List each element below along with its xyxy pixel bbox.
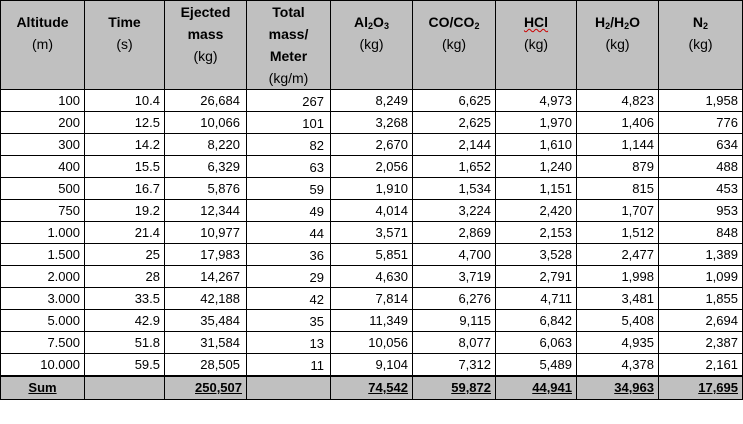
table-cell: 1,970 [496, 112, 577, 134]
header-unit: (kg) [523, 36, 549, 52]
table-cell: 1,707 [577, 200, 659, 222]
table-cell: 21.4 [85, 222, 165, 244]
table-cell: 3,571 [331, 222, 413, 244]
table-cell: 815 [577, 178, 659, 200]
table-row [1, 266, 743, 288]
table-cell: 3.000 [1, 288, 85, 310]
header-n2 [659, 1, 743, 90]
table-cell: 31,584 [165, 332, 247, 354]
table-cell: 1.500 [1, 244, 85, 266]
table-cell: 13 [247, 332, 331, 354]
table-cell: 1,151 [496, 178, 577, 200]
sum-cell: 59,872 [413, 376, 496, 400]
header-unit: (s) [116, 36, 133, 52]
table-cell: 6,625 [413, 90, 496, 112]
table-cell: 25 [85, 244, 165, 266]
table-cell: 7,312 [413, 354, 496, 377]
table-row [1, 354, 743, 377]
table-cell: 1,099 [659, 266, 743, 288]
table-cell: 10,066 [165, 112, 247, 134]
table-cell: 1,512 [577, 222, 659, 244]
table-cell: 4,935 [577, 332, 659, 354]
table-cell: 1,240 [496, 156, 577, 178]
table-cell: 2,477 [577, 244, 659, 266]
table-cell: 9,104 [331, 354, 413, 377]
table-cell: 1,610 [496, 134, 577, 156]
table-cell: 500 [1, 178, 85, 200]
sum-row [1, 376, 743, 400]
table-cell: 2,420 [496, 200, 577, 222]
table-cell: 49 [247, 200, 331, 222]
table-cell: 4,014 [331, 200, 413, 222]
sum-cell: 74,542 [331, 376, 413, 400]
table-cell: 953 [659, 200, 743, 222]
header-label: Ejected mass [180, 4, 231, 42]
table-cell: 267 [247, 90, 331, 112]
table-cell: 6,842 [496, 310, 577, 332]
table-cell: 10,056 [331, 332, 413, 354]
table-cell: 2,791 [496, 266, 577, 288]
table-cell: 4,378 [577, 354, 659, 377]
table-cell: 634 [659, 134, 743, 156]
table-row [1, 178, 743, 200]
table-cell: 4,973 [496, 90, 577, 112]
table-cell: 51.8 [85, 332, 165, 354]
table-cell: 35,484 [165, 310, 247, 332]
table-cell: 848 [659, 222, 743, 244]
table-cell: 2,625 [413, 112, 496, 134]
table-cell: 42,188 [165, 288, 247, 310]
table-cell: 3,481 [577, 288, 659, 310]
table-cell: 5,876 [165, 178, 247, 200]
table-cell: 7,814 [331, 288, 413, 310]
table-cell: 750 [1, 200, 85, 222]
table-cell: 5.000 [1, 310, 85, 332]
table-cell: 35 [247, 310, 331, 332]
sum-cell [247, 376, 331, 400]
table-cell: 8,077 [413, 332, 496, 354]
table-cell: 1,406 [577, 112, 659, 134]
table-cell: 59.5 [85, 354, 165, 377]
table-cell: 44 [247, 222, 331, 244]
table-cell: 12,344 [165, 200, 247, 222]
table-cell: 1,998 [577, 266, 659, 288]
header-unit: (kg) [193, 48, 218, 64]
table-row [1, 200, 743, 222]
sum-cell: 17,695 [659, 376, 743, 400]
header-al2o3 [331, 1, 413, 90]
table-cell: 82 [247, 134, 331, 156]
header-unit: (kg/m) [268, 70, 309, 86]
table-cell: 5,489 [496, 354, 577, 377]
table-cell: 15.5 [85, 156, 165, 178]
table-cell: 2,056 [331, 156, 413, 178]
sum-cell: 34,963 [577, 376, 659, 400]
table-cell: 5,408 [577, 310, 659, 332]
table-cell: 11 [247, 354, 331, 377]
table-row [1, 90, 743, 112]
header-unit: (kg) [688, 36, 713, 52]
table-cell: 16.7 [85, 178, 165, 200]
header-label: Total mass/ Meter [268, 4, 309, 64]
header-altitude [1, 1, 85, 90]
table-body [1, 90, 743, 377]
table-cell: 14,267 [165, 266, 247, 288]
table-cell: 6,063 [496, 332, 577, 354]
table-cell: 5,851 [331, 244, 413, 266]
table-cell: 2,670 [331, 134, 413, 156]
table-cell: 17,983 [165, 244, 247, 266]
header-label-rendered: $Al_2O_3$ [354, 14, 389, 31]
table-cell: 11,349 [331, 310, 413, 332]
header-h2-h2o [577, 1, 659, 90]
table-cell: 3,528 [496, 244, 577, 266]
table-cell: 4,630 [331, 266, 413, 288]
table-row [1, 156, 743, 178]
table-cell: 4,823 [577, 90, 659, 112]
header-label-rendered: $H_2/H_2O$ [594, 14, 641, 31]
table-cell: 10.4 [85, 90, 165, 112]
table-cell: 3,719 [413, 266, 496, 288]
table-cell: 488 [659, 156, 743, 178]
table-cell: 29 [247, 266, 331, 288]
table-cell: 28,505 [165, 354, 247, 377]
table-cell: 7.500 [1, 332, 85, 354]
table-cell: 776 [659, 112, 743, 134]
table-cell: 100 [1, 90, 85, 112]
table-cell: 2.000 [1, 266, 85, 288]
table-row [1, 222, 743, 244]
table-cell: 2,161 [659, 354, 743, 377]
sum-cell: 250,507 [165, 376, 247, 400]
header-unit: (m) [32, 36, 53, 52]
table-cell: 42 [247, 288, 331, 310]
table-cell: 879 [577, 156, 659, 178]
table-cell: 3,268 [331, 112, 413, 134]
table-cell: 2,387 [659, 332, 743, 354]
table-cell: 1,652 [413, 156, 496, 178]
table-cell: 400 [1, 156, 85, 178]
table-cell: 36 [247, 244, 331, 266]
table-cell: 42.9 [85, 310, 165, 332]
table-cell: 4,700 [413, 244, 496, 266]
table-row [1, 134, 743, 156]
table-cell: 10,977 [165, 222, 247, 244]
table-cell: 6,329 [165, 156, 247, 178]
table-row [1, 288, 743, 310]
header-total-mass-per-meter [247, 1, 331, 90]
table-cell: 453 [659, 178, 743, 200]
header-label: Time [108, 14, 141, 30]
table-row [1, 112, 743, 134]
table-cell: 1.000 [1, 222, 85, 244]
table-cell: 1,855 [659, 288, 743, 310]
table-cell: 2,869 [413, 222, 496, 244]
table-cell: 12.5 [85, 112, 165, 134]
header-ejected-mass [165, 1, 247, 90]
table-cell: 9,115 [413, 310, 496, 332]
header-hcl [496, 1, 577, 90]
table-cell: 300 [1, 134, 85, 156]
header-label-rendered: $N_2$ [692, 14, 709, 31]
header-label: Altitude [16, 14, 69, 30]
table-cell: 28 [85, 266, 165, 288]
header-co-co2 [413, 1, 496, 90]
table-row [1, 244, 743, 266]
table-cell: 1,958 [659, 90, 743, 112]
header-unit: (kg) [605, 36, 630, 52]
sum-cell [85, 376, 165, 400]
table-cell: 10.000 [1, 354, 85, 377]
table-cell: 8,249 [331, 90, 413, 112]
table-cell: 1,144 [577, 134, 659, 156]
table-cell: 26,684 [165, 90, 247, 112]
table-cell: 101 [247, 112, 331, 134]
header-unit: (kg) [359, 36, 384, 52]
sum-cell: 44,941 [496, 376, 577, 400]
table-cell: 63 [247, 156, 331, 178]
header-label: HCl [523, 14, 549, 30]
table-cell: 6,276 [413, 288, 496, 310]
table-cell: 1,910 [331, 178, 413, 200]
header-label-rendered: $CO/CO_2$ [428, 14, 480, 31]
header-unit: (kg) [441, 36, 467, 52]
header-time [85, 1, 165, 90]
table-cell: 3,224 [413, 200, 496, 222]
table-cell: 1,534 [413, 178, 496, 200]
table-cell: 14.2 [85, 134, 165, 156]
table-cell: 33.5 [85, 288, 165, 310]
table-cell: 59 [247, 178, 331, 200]
table-cell: 8,220 [165, 134, 247, 156]
table-cell: 19.2 [85, 200, 165, 222]
table-row [1, 310, 743, 332]
table-cell: 1,389 [659, 244, 743, 266]
table-row [1, 332, 743, 354]
table-cell: 2,153 [496, 222, 577, 244]
table-cell: 200 [1, 112, 85, 134]
table-cell: 2,144 [413, 134, 496, 156]
header-row [1, 1, 743, 90]
table-cell: 4,711 [496, 288, 577, 310]
table-cell: 2,694 [659, 310, 743, 332]
sum-label: Sum [1, 376, 85, 400]
